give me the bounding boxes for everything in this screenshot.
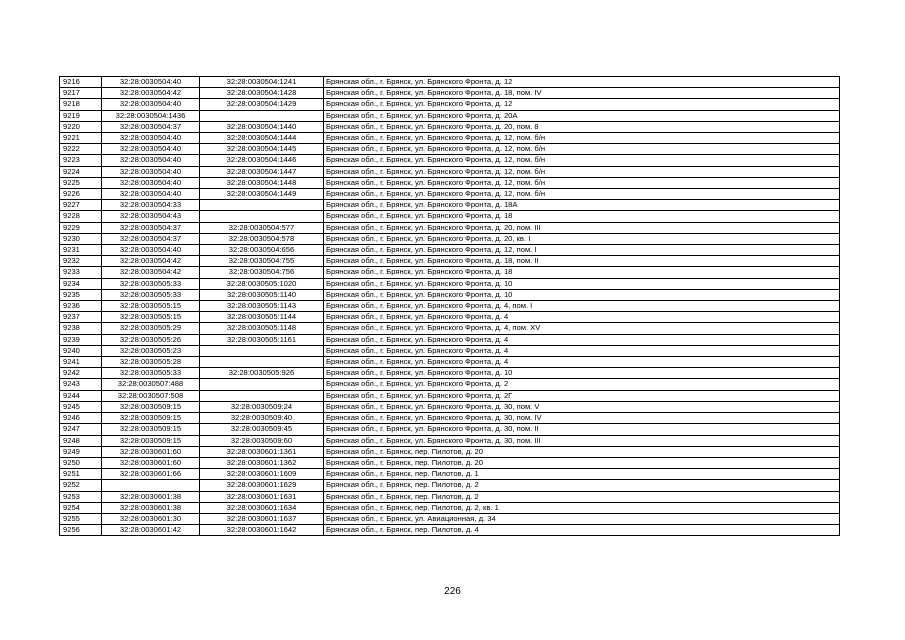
parcel-cadastral-number-cell: 32:28:0030509:15 xyxy=(102,401,200,412)
parcel-cadastral-number-cell: 32:28:0030504:42 xyxy=(102,267,200,278)
table-row xyxy=(60,267,840,278)
table-row xyxy=(60,289,840,300)
address-cell: Брянская обл., г. Брянск, ул. Брянского Фронта, д. 12, пом. б/н xyxy=(324,166,840,177)
object-cadastral-number-cell: 32:28:0030504:656 xyxy=(200,245,324,256)
table-row xyxy=(60,189,840,200)
row-number-cell: 9239 xyxy=(60,334,102,345)
parcel-cadastral-number-cell: 32:28:0030504:40 xyxy=(102,245,200,256)
object-cadastral-number-cell: 32:28:0030509:60 xyxy=(200,435,324,446)
object-cadastral-number-cell: 32:28:0030601:1637 xyxy=(200,513,324,524)
table-row xyxy=(60,446,840,457)
object-cadastral-number-cell: 32:28:0030601:1634 xyxy=(200,502,324,513)
row-number-cell: 9220 xyxy=(60,121,102,132)
address-cell: Брянская обл., г. Брянск, ул. Брянского Фронта, д. 12, пом. I xyxy=(324,245,840,256)
object-cadastral-number-cell xyxy=(200,200,324,211)
address-cell: Брянская обл., г. Брянск, ул. Брянского Фронта, д. 20, пом. 8 xyxy=(324,121,840,132)
table-row xyxy=(60,166,840,177)
parcel-cadastral-number-cell: 32:28:0030509:15 xyxy=(102,413,200,424)
address-cell: Брянская обл., г. Брянск, ул. Брянского Фронта, д. 30, пом. II xyxy=(324,424,840,435)
row-number-cell: 9254 xyxy=(60,502,102,513)
row-number-cell: 9251 xyxy=(60,469,102,480)
parcel-cadastral-number-cell: 32:28:0030601:38 xyxy=(102,502,200,513)
parcel-cadastral-number-cell: 32:28:0030504:37 xyxy=(102,233,200,244)
object-cadastral-number-cell xyxy=(200,379,324,390)
object-cadastral-number-cell: 32:28:0030601:1609 xyxy=(200,469,324,480)
address-cell: Брянская обл., г. Брянск, ул. Брянского Фронта, д. 10 xyxy=(324,278,840,289)
object-cadastral-number-cell: 32:28:0030601:1631 xyxy=(200,491,324,502)
address-cell: Брянская обл., г. Брянск, ул. Брянского Фронта, д. 12, пом. б/н xyxy=(324,177,840,188)
parcel-cadastral-number-cell: 32:28:0030507:508 xyxy=(102,390,200,401)
table-row xyxy=(60,480,840,491)
row-number-cell: 9232 xyxy=(60,256,102,267)
address-cell: Брянская обл., г. Брянск, ул. Брянского Фронта, д. 10 xyxy=(324,368,840,379)
parcel-cadastral-number-cell: 32:28:0030507:488 xyxy=(102,379,200,390)
row-number-cell: 9226 xyxy=(60,189,102,200)
address-cell: Брянская обл., г. Брянск, ул. Брянского Фронта, д. 10 xyxy=(324,289,840,300)
object-cadastral-number-cell: 32:28:0030509:45 xyxy=(200,424,324,435)
registry-table xyxy=(59,76,840,536)
object-cadastral-number-cell: 32:28:0030601:1642 xyxy=(200,525,324,536)
object-cadastral-number-cell: 32:28:0030505:1140 xyxy=(200,289,324,300)
address-cell: Брянская обл., г. Брянск, ул. Брянского Фронта, д. 4, пом. XV xyxy=(324,323,840,334)
table-row xyxy=(60,401,840,412)
table-row xyxy=(60,155,840,166)
parcel-cadastral-number-cell: 32:28:0030505:33 xyxy=(102,278,200,289)
object-cadastral-number-cell: 32:28:0030601:1629 xyxy=(200,480,324,491)
row-number-cell: 9224 xyxy=(60,166,102,177)
object-cadastral-number-cell: 32:28:0030504:1446 xyxy=(200,155,324,166)
address-cell: Брянская обл., г. Брянск, ул. Брянского Фронта, д. 18, пом. II xyxy=(324,256,840,267)
address-cell: Брянская обл., г. Брянск, ул. Брянского Фронта, д. 2 xyxy=(324,379,840,390)
address-cell: Брянская обл., г. Брянск, пер. Пилотов, д. 20 xyxy=(324,457,840,468)
address-cell: Брянская обл., г. Брянск, ул. Брянского Фронта, д. 18 xyxy=(324,267,840,278)
row-number-cell: 9225 xyxy=(60,177,102,188)
address-cell: Брянская обл., г. Брянск, ул. Брянского Фронта, д. 4 xyxy=(324,357,840,368)
parcel-cadastral-number-cell: 32:28:0030601:38 xyxy=(102,491,200,502)
address-cell: Брянская обл., г. Брянск, ул. Брянского Фронта, д. 18, пом. IV xyxy=(324,88,840,99)
row-number-cell: 9242 xyxy=(60,368,102,379)
table-row xyxy=(60,312,840,323)
parcel-cadastral-number-cell: 32:28:0030504:37 xyxy=(102,222,200,233)
row-number-cell: 9240 xyxy=(60,345,102,356)
address-cell: Брянская обл., г. Брянск, ул. Брянского Фронта, д. 18А xyxy=(324,200,840,211)
row-number-cell: 9234 xyxy=(60,278,102,289)
row-number-cell: 9255 xyxy=(60,513,102,524)
address-cell: Брянская обл., г. Брянск, ул. Брянского Фронта, д. 30, пом. III xyxy=(324,435,840,446)
row-number-cell: 9218 xyxy=(60,99,102,110)
table-row xyxy=(60,256,840,267)
table-row xyxy=(60,121,840,132)
object-cadastral-number-cell xyxy=(200,357,324,368)
row-number-cell: 9247 xyxy=(60,424,102,435)
address-cell: Брянская обл., г. Брянск, ул. Брянского Фронта, д. 4 xyxy=(324,334,840,345)
row-number-cell: 9223 xyxy=(60,155,102,166)
parcel-cadastral-number-cell: 32:28:0030504:40 xyxy=(102,177,200,188)
table-row xyxy=(60,323,840,334)
row-number-cell: 9256 xyxy=(60,525,102,536)
object-cadastral-number-cell: 32:28:0030504:1428 xyxy=(200,88,324,99)
table-row xyxy=(60,301,840,312)
row-number-cell: 9236 xyxy=(60,301,102,312)
parcel-cadastral-number-cell: 32:28:0030504:37 xyxy=(102,121,200,132)
address-cell: Брянская обл., г. Брянск, ул. Брянского Фронта, д. 12 xyxy=(324,77,840,88)
table-row xyxy=(60,379,840,390)
table-row xyxy=(60,435,840,446)
table-row xyxy=(60,211,840,222)
address-cell: Брянская обл., г. Брянск, ул. Брянского Фронта, д. 12, пом. б/н xyxy=(324,155,840,166)
object-cadastral-number-cell: 32:28:0030505:1161 xyxy=(200,334,324,345)
object-cadastral-number-cell: 32:28:0030509:40 xyxy=(200,413,324,424)
address-cell: Брянская обл., г. Брянск, ул. Брянского Фронта, д. 20, кв. I xyxy=(324,233,840,244)
parcel-cadastral-number-cell xyxy=(102,480,200,491)
object-cadastral-number-cell: 32:28:0030504:1429 xyxy=(200,99,324,110)
address-cell: Брянская обл., г. Брянск, ул. Брянского Фронта, д. 2Г xyxy=(324,390,840,401)
parcel-cadastral-number-cell: 32:28:0030504:43 xyxy=(102,211,200,222)
address-cell: Брянская обл., г. Брянск, ул. Брянского Фронта, д. 4, пом. I xyxy=(324,301,840,312)
table-row xyxy=(60,278,840,289)
row-number-cell: 9229 xyxy=(60,222,102,233)
address-cell: Брянская обл., г. Брянск, ул. Брянского Фронта, д. 12 xyxy=(324,99,840,110)
table-row xyxy=(60,513,840,524)
parcel-cadastral-number-cell: 32:28:0030504:42 xyxy=(102,256,200,267)
parcel-cadastral-number-cell: 32:28:0030505:26 xyxy=(102,334,200,345)
parcel-cadastral-number-cell: 32:28:0030504:40 xyxy=(102,144,200,155)
table-row xyxy=(60,77,840,88)
registry-table-body xyxy=(60,77,840,536)
object-cadastral-number-cell xyxy=(200,345,324,356)
table-row xyxy=(60,133,840,144)
parcel-cadastral-number-cell: 32:28:0030509:15 xyxy=(102,424,200,435)
object-cadastral-number-cell: 32:28:0030504:755 xyxy=(200,256,324,267)
table-row xyxy=(60,345,840,356)
address-cell: Брянская обл., г. Брянск, ул. Брянского Фронта, д. 4 xyxy=(324,312,840,323)
object-cadastral-number-cell: 32:28:0030504:1445 xyxy=(200,144,324,155)
table-row xyxy=(60,144,840,155)
address-cell: Брянская обл., г. Брянск, ул. Брянского Фронта, д. 30, пом. V xyxy=(324,401,840,412)
row-number-cell: 9248 xyxy=(60,435,102,446)
row-number-cell: 9252 xyxy=(60,480,102,491)
object-cadastral-number-cell: 32:28:0030504:1449 xyxy=(200,189,324,200)
table-row xyxy=(60,469,840,480)
table-row xyxy=(60,88,840,99)
table-row xyxy=(60,110,840,121)
row-number-cell: 9238 xyxy=(60,323,102,334)
table-row xyxy=(60,502,840,513)
address-cell: Брянская обл., г. Брянск, ул. Брянского Фронта, д. 12, пом. б/н xyxy=(324,133,840,144)
row-number-cell: 9246 xyxy=(60,413,102,424)
address-cell: Брянская обл., г. Брянск, ул. Авиационная, д. 34 xyxy=(324,513,840,524)
table-row xyxy=(60,334,840,345)
row-number-cell: 9216 xyxy=(60,77,102,88)
table-row xyxy=(60,368,840,379)
parcel-cadastral-number-cell: 32:28:0030505:33 xyxy=(102,368,200,379)
row-number-cell: 9253 xyxy=(60,491,102,502)
row-number-cell: 9243 xyxy=(60,379,102,390)
parcel-cadastral-number-cell: 32:28:0030504:40 xyxy=(102,155,200,166)
parcel-cadastral-number-cell: 32:28:0030601:30 xyxy=(102,513,200,524)
row-number-cell: 9244 xyxy=(60,390,102,401)
object-cadastral-number-cell: 32:28:0030504:578 xyxy=(200,233,324,244)
parcel-cadastral-number-cell: 32:28:0030504:40 xyxy=(102,77,200,88)
parcel-cadastral-number-cell: 32:28:0030505:28 xyxy=(102,357,200,368)
table-row xyxy=(60,99,840,110)
parcel-cadastral-number-cell: 32:28:0030504:40 xyxy=(102,166,200,177)
object-cadastral-number-cell: 32:28:0030505:926 xyxy=(200,368,324,379)
row-number-cell: 9245 xyxy=(60,401,102,412)
object-cadastral-number-cell: 32:28:0030505:1148 xyxy=(200,323,324,334)
row-number-cell: 9217 xyxy=(60,88,102,99)
object-cadastral-number-cell: 32:28:0030504:577 xyxy=(200,222,324,233)
object-cadastral-number-cell: 32:28:0030504:1447 xyxy=(200,166,324,177)
address-cell: Брянская обл., г. Брянск, пер. Пилотов, д. 20 xyxy=(324,446,840,457)
object-cadastral-number-cell xyxy=(200,110,324,121)
row-number-cell: 9249 xyxy=(60,446,102,457)
row-number-cell: 9221 xyxy=(60,133,102,144)
row-number-cell: 9250 xyxy=(60,457,102,468)
row-number-cell: 9228 xyxy=(60,211,102,222)
object-cadastral-number-cell: 32:28:0030505:1143 xyxy=(200,301,324,312)
address-cell: Брянская обл., г. Брянск, ул. Брянского Фронта, д. 4 xyxy=(324,345,840,356)
object-cadastral-number-cell: 32:28:0030505:1020 xyxy=(200,278,324,289)
table-row xyxy=(60,525,840,536)
parcel-cadastral-number-cell: 32:28:0030505:15 xyxy=(102,312,200,323)
row-number-cell: 9227 xyxy=(60,200,102,211)
parcel-cadastral-number-cell: 32:28:0030505:33 xyxy=(102,289,200,300)
address-cell: Брянская обл., г. Брянск, ул. Брянского Фронта, д. 18 xyxy=(324,211,840,222)
address-cell: Брянская обл., г. Брянск, ул. Брянского Фронта, д. 12, пом. б/н xyxy=(324,189,840,200)
address-cell: Брянская обл., г. Брянск, ул. Брянского Фронта, д. 20, пом. III xyxy=(324,222,840,233)
parcel-cadastral-number-cell: 32:28:0030505:23 xyxy=(102,345,200,356)
table-row xyxy=(60,233,840,244)
parcel-cadastral-number-cell: 32:28:0030601:60 xyxy=(102,457,200,468)
table-row xyxy=(60,200,840,211)
parcel-cadastral-number-cell: 32:28:0030509:15 xyxy=(102,435,200,446)
row-number-cell: 9241 xyxy=(60,357,102,368)
table-row xyxy=(60,177,840,188)
row-number-cell: 9233 xyxy=(60,267,102,278)
table-row xyxy=(60,390,840,401)
row-number-cell: 9230 xyxy=(60,233,102,244)
address-cell: Брянская обл., г. Брянск, пер. Пилотов, д. 1 xyxy=(324,469,840,480)
object-cadastral-number-cell: 32:28:0030509:24 xyxy=(200,401,324,412)
address-cell: Брянская обл., г. Брянск, пер. Пилотов, д. 2 xyxy=(324,491,840,502)
parcel-cadastral-number-cell: 32:28:0030505:15 xyxy=(102,301,200,312)
object-cadastral-number-cell: 32:28:0030504:1440 xyxy=(200,121,324,132)
object-cadastral-number-cell: 32:28:0030601:1361 xyxy=(200,446,324,457)
row-number-cell: 9219 xyxy=(60,110,102,121)
object-cadastral-number-cell: 32:28:0030504:1241 xyxy=(200,77,324,88)
object-cadastral-number-cell: 32:28:0030504:1444 xyxy=(200,133,324,144)
address-cell: Брянская обл., г. Брянск, ул. Брянского Фронта, д. 30, пом. IV xyxy=(324,413,840,424)
address-cell: Брянская обл., г. Брянск, пер. Пилотов, д. 2, кв. 1 xyxy=(324,502,840,513)
table-row xyxy=(60,457,840,468)
parcel-cadastral-number-cell: 32:28:0030601:42 xyxy=(102,525,200,536)
parcel-cadastral-number-cell: 32:28:0030504:33 xyxy=(102,200,200,211)
object-cadastral-number-cell xyxy=(200,211,324,222)
table-row xyxy=(60,424,840,435)
row-number-cell: 9237 xyxy=(60,312,102,323)
parcel-cadastral-number-cell: 32:28:0030504:40 xyxy=(102,189,200,200)
table-row xyxy=(60,222,840,233)
page-number: 226 xyxy=(444,586,461,597)
object-cadastral-number-cell: 32:28:0030504:756 xyxy=(200,267,324,278)
table-row xyxy=(60,413,840,424)
address-cell: Брянская обл., г. Брянск, ул. Брянского Фронта, д. 20А xyxy=(324,110,840,121)
parcel-cadastral-number-cell: 32:28:0030504:40 xyxy=(102,133,200,144)
parcel-cadastral-number-cell: 32:28:0030504:42 xyxy=(102,88,200,99)
object-cadastral-number-cell: 32:28:0030505:1144 xyxy=(200,312,324,323)
object-cadastral-number-cell: 32:28:0030601:1362 xyxy=(200,457,324,468)
parcel-cadastral-number-cell: 32:28:0030505:29 xyxy=(102,323,200,334)
parcel-cadastral-number-cell: 32:28:0030504:40 xyxy=(102,99,200,110)
row-number-cell: 9235 xyxy=(60,289,102,300)
table-row xyxy=(60,491,840,502)
parcel-cadastral-number-cell: 32:28:0030601:66 xyxy=(102,469,200,480)
parcel-cadastral-number-cell: 32:28:0030601:60 xyxy=(102,446,200,457)
parcel-cadastral-number-cell: 32:28:0030504:1436 xyxy=(102,110,200,121)
object-cadastral-number-cell xyxy=(200,390,324,401)
address-cell: Брянская обл., г. Брянск, ул. Брянского Фронта, д. 12, пом. б/н xyxy=(324,144,840,155)
table-row xyxy=(60,245,840,256)
row-number-cell: 9231 xyxy=(60,245,102,256)
object-cadastral-number-cell: 32:28:0030504:1448 xyxy=(200,177,324,188)
address-cell: Брянская обл., г. Брянск, пер. Пилотов, д. 2 xyxy=(324,480,840,491)
table-row xyxy=(60,357,840,368)
row-number-cell: 9222 xyxy=(60,144,102,155)
address-cell: Брянская обл., г. Брянск, пер. Пилотов, д. 4 xyxy=(324,525,840,536)
